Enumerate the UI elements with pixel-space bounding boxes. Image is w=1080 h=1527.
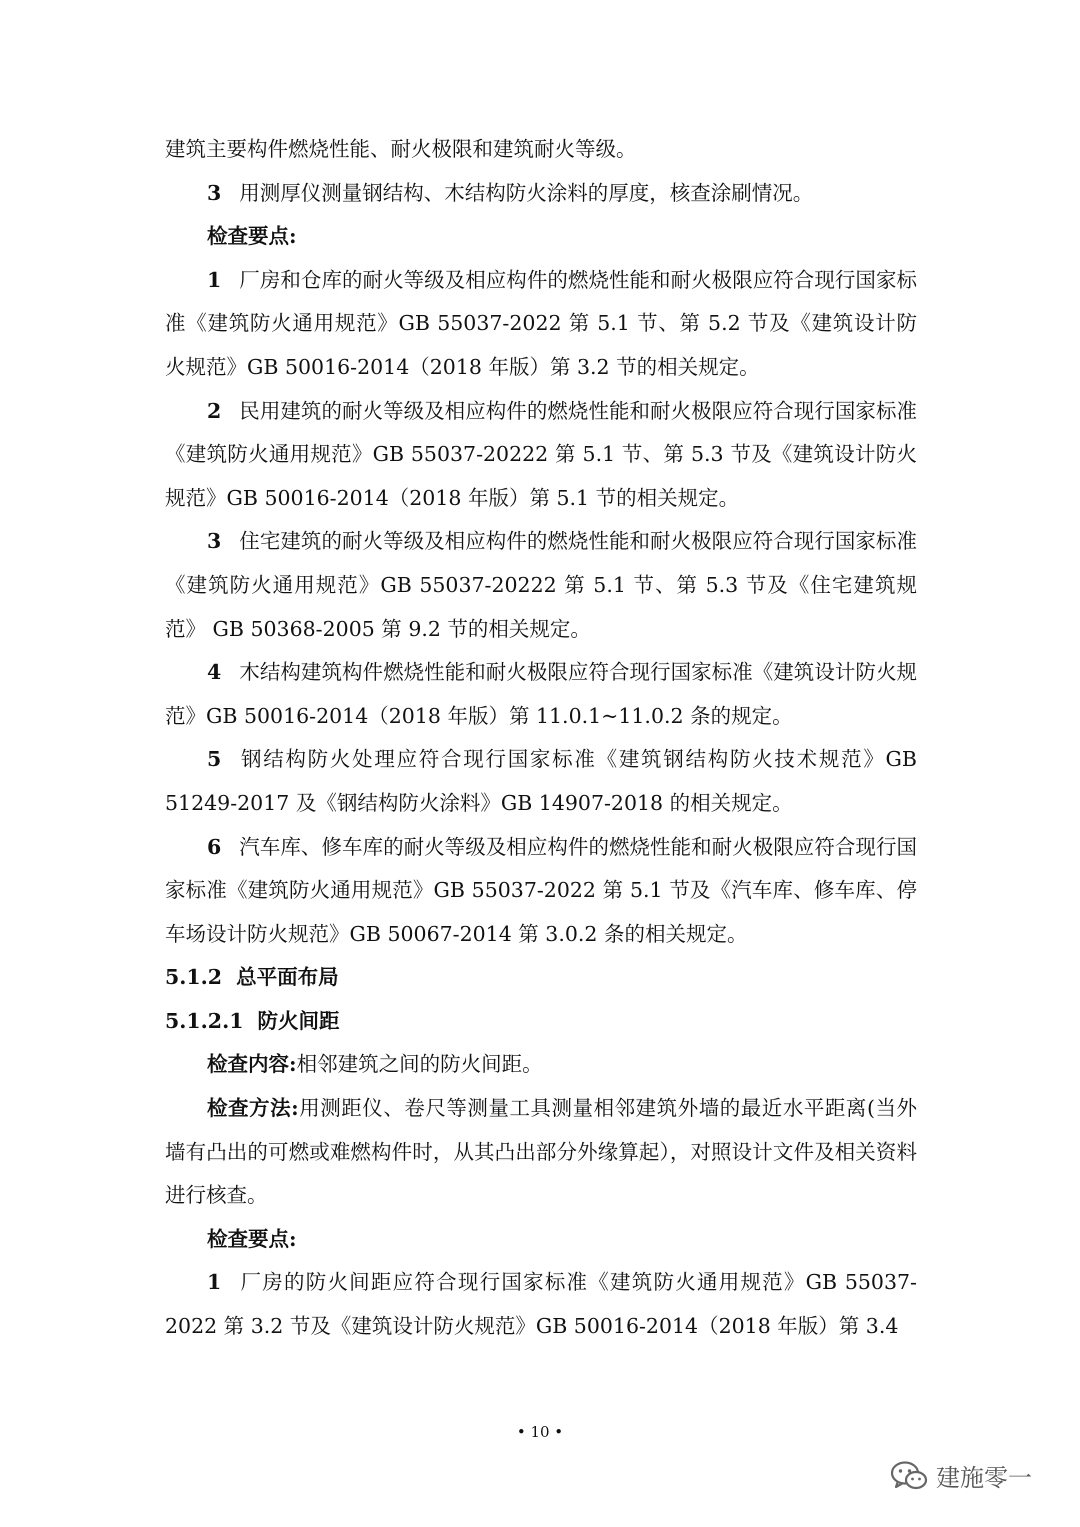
section-heading: 5.1.2 总平面布局	[165, 965, 339, 990]
check-point-item: 1 厂房和仓库的耐火等级及相应构件的燃烧性能和耐火极限应符合现行国家标准《建筑防火通用规范》GB 55037-2022 第 5.1 节、第 5.2 节及《建筑设计防火规范》GB 50016-2014（2018 年版）第 3.2 节的相关规定。	[165, 267, 917, 379]
watermark-text: 建施零一	[936, 1464, 1032, 1492]
check-point-item: 4 木结构建筑构件燃烧性能和耐火极限应符合现行国家标准《建筑设计防火规范》GB 50016-2014（2018 年版）第 11.0.1~11.0.2 条的规定。	[165, 660, 917, 728]
check-point-item: 5 钢结构防火处理应符合现行国家标准《建筑钢结构防火技术规范》GB 51249-2017 及《钢结构防火涂料》GB 14907-2018 的相关规定。	[165, 747, 917, 815]
check-content: 检查内容:相邻建筑之间的防火间距。	[207, 1052, 543, 1077]
wechat-icon	[890, 1460, 928, 1492]
document-body	[165, 128, 917, 1349]
label-check-points: 检查要点:	[207, 224, 297, 249]
paragraph-2: 3 用测厚仪测量钢结构、木结构防火涂料的厚度，核查涂刷情况。	[207, 180, 814, 205]
paragraph-1: 建筑主要构件燃烧性能、耐火极限和建筑耐火等级。	[165, 137, 637, 161]
watermark	[890, 1458, 1032, 1493]
subsection-heading: 5.1.2.1 防火间距	[165, 1008, 340, 1033]
check-method: 检查方法:用测距仪、卷尺等测量工具测量相邻建筑外墙的最近水平距离(当外墙有凸出的可燃或难燃构件时，从其凸出部分外缘算起），对照设计文件及相关资料进行核查。	[165, 1096, 917, 1208]
label-check-points: 检查要点:	[207, 1226, 297, 1251]
page-number: • 10 •	[516, 1423, 564, 1441]
check-point-item: 6 汽车库、修车库的耐火等级及相应构件的燃烧性能和耐火极限应符合现行国家标准《建筑防火通用规范》GB 55037-2022 第 5.1 节及《汽车库、修车库、停车场设计防火规范》GB 50067-2014 第 3.0.2 条的相关规定。	[165, 834, 917, 946]
check-point-item: 2 民用建筑的耐火等级及相应构件的燃烧性能和耐火极限应符合现行国家标准《建筑防火通用规范》GB 55037-20222 第 5.1 节、第 5.3 节及《建筑设计防火规范》GB 50016-2014（2018 年版）第 5.1 节的相关规定。	[165, 398, 917, 510]
check-point-item: 1 厂房的防火间距应符合现行国家标准《建筑防火通用规范》GB 55037-2022 第 3.2 节及《建筑设计防火规范》GB 50016-2014（2018 年版）第 3.4	[165, 1270, 917, 1339]
check-point-item: 3 住宅建筑的耐火等级及相应构件的燃烧性能和耐火极限应符合现行国家标准《建筑防火通用规范》GB 55037-20222 第 5.1 节、第 5.3 节及《住宅建筑规范》 GB 50368-2005 第 9.2 节的相关规定。	[165, 529, 917, 641]
